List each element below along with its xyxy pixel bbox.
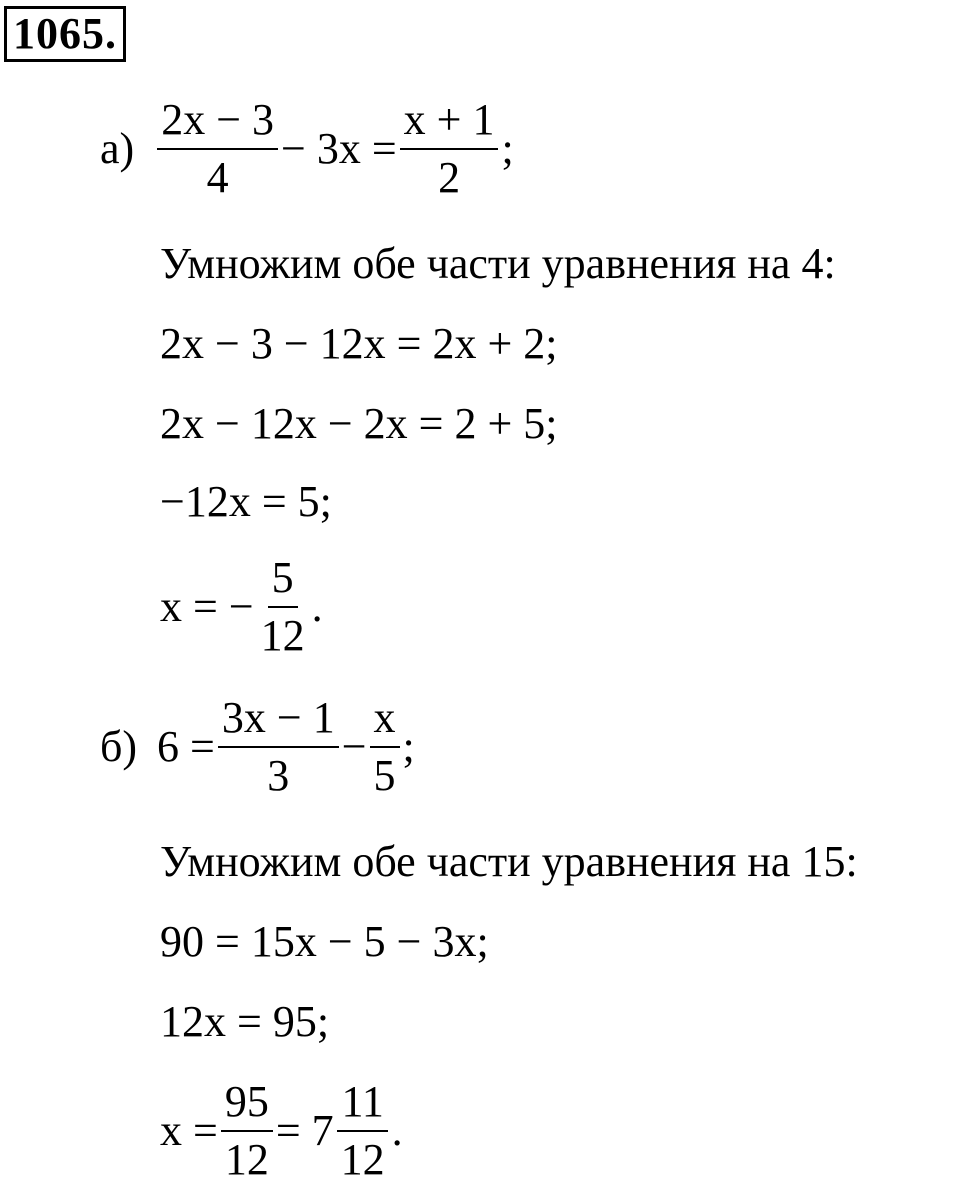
result-middle: = 7 xyxy=(275,1106,334,1155)
denominator: 12 xyxy=(260,611,305,660)
part-b-equation xyxy=(100,693,415,800)
numerator: 11 xyxy=(337,1080,387,1132)
denominator: 5 xyxy=(373,751,396,800)
equation-prefix: 6 = xyxy=(157,722,215,771)
fraction xyxy=(337,1077,389,1184)
problem-number: 1065. xyxy=(4,6,126,62)
equation-middle: − xyxy=(341,722,367,771)
part-a-equation xyxy=(100,95,514,202)
result-end: . xyxy=(391,1106,403,1155)
denominator: 12 xyxy=(340,1135,385,1184)
fraction xyxy=(221,1077,273,1184)
equation-end: ; xyxy=(402,722,415,771)
part-a-step-1: 2x − 3 − 12x = 2x + 2; xyxy=(160,319,558,368)
equation-end: ; xyxy=(501,124,514,173)
fraction xyxy=(218,693,339,800)
part-a-step-3: −12x = 5; xyxy=(160,477,332,526)
equation-middle: − 3x = xyxy=(281,124,397,173)
part-b-step-2: 12x = 95; xyxy=(160,997,330,1046)
part-b-instruction: Умножим обе части уравнения на 15: xyxy=(160,837,858,886)
fraction xyxy=(257,553,309,660)
fraction xyxy=(400,95,499,202)
numerator: 95 xyxy=(221,1080,273,1132)
denominator: 3 xyxy=(267,751,290,800)
numerator: 2x − 3 xyxy=(157,98,278,150)
numerator: x xyxy=(370,696,400,748)
fraction xyxy=(157,95,278,202)
numerator: x + 1 xyxy=(400,98,499,150)
numerator: 3x − 1 xyxy=(218,696,339,748)
part-a-result xyxy=(160,553,323,660)
result-prefix: x = − xyxy=(160,582,254,631)
result-end: . xyxy=(311,582,323,631)
part-a-instruction: Умножим обе части уравнения на 4: xyxy=(160,239,836,288)
denominator: 2 xyxy=(438,153,461,202)
part-a-step-2: 2x − 12x − 2x = 2 + 5; xyxy=(160,399,558,448)
part-b-step-1: 90 = 15x − 5 − 3x; xyxy=(160,917,489,966)
part-a-label: а) xyxy=(100,124,135,173)
part-b-label: б) xyxy=(100,722,138,771)
result-prefix: x = xyxy=(160,1106,218,1155)
denominator: 12 xyxy=(224,1135,269,1184)
fraction xyxy=(370,693,400,800)
part-b-result xyxy=(160,1077,403,1184)
numerator: 5 xyxy=(268,556,298,608)
denominator: 4 xyxy=(206,153,229,202)
